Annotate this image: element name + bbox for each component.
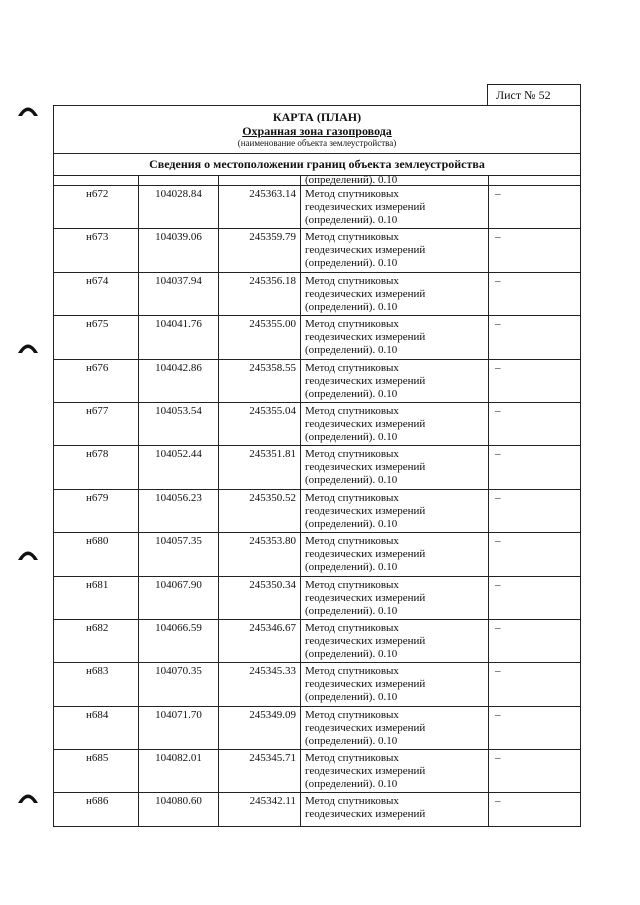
- method-cell: [301, 186, 489, 228]
- method-line: геодезических измерений: [305, 287, 426, 300]
- document-header: [54, 106, 580, 154]
- method-line: (определений). 0.10: [305, 691, 398, 704]
- method-cell: [301, 273, 489, 315]
- table-row: [54, 229, 580, 272]
- method-cell: [301, 750, 489, 792]
- y-coordinate-cell: 245356.18: [219, 273, 301, 315]
- point-cell: н678: [54, 446, 139, 488]
- method-line: геодезических измерений: [305, 417, 426, 430]
- note-cell: –: [495, 274, 501, 287]
- method-line: геодезических измерений: [305, 548, 426, 561]
- method-line: Метод спутниковых: [305, 448, 399, 461]
- note-cell: –: [495, 665, 501, 678]
- method-line: Метод спутниковых: [305, 665, 399, 678]
- method-line: (определений). 0.10: [305, 778, 398, 791]
- punch-hole-mark: [17, 790, 39, 804]
- method-line: (определений). 0.10: [305, 604, 398, 617]
- table-row: [54, 750, 580, 793]
- point-cell: н675: [54, 316, 139, 358]
- x-coordinate-cell: 104039.06: [139, 229, 219, 271]
- y-coordinate-cell: 245350.52: [219, 490, 301, 532]
- method-line: (определений). 0.10: [305, 647, 398, 660]
- method-line: (определений). 0.10: [305, 561, 398, 574]
- method-line: Метод спутниковых: [305, 404, 399, 417]
- punch-hole-mark: [17, 103, 39, 117]
- point-cell: н685: [54, 750, 139, 792]
- point-cell: н673: [54, 229, 139, 271]
- method-cell: [301, 663, 489, 705]
- method-line: Метод спутниковых: [305, 578, 399, 591]
- note-cell: –: [495, 318, 501, 331]
- y-coordinate-cell: 245355.04: [219, 403, 301, 445]
- x-coordinate-cell: 104056.23: [139, 490, 219, 532]
- note-cell: –: [495, 578, 501, 591]
- method-line: Метод спутниковых: [305, 274, 399, 287]
- table-row: [54, 446, 580, 489]
- method-line: (определений). 0.10: [305, 257, 398, 270]
- method-line: (определений). 0.10: [305, 474, 398, 487]
- method-line: геодезических измерений: [305, 721, 426, 734]
- method-line: (определений). 0.10: [305, 300, 398, 313]
- method-line: геодезических измерений: [305, 374, 426, 387]
- y-coordinate-cell: 245345.71: [219, 750, 301, 792]
- table-row: [54, 273, 580, 316]
- y-coordinate-cell: 245349.09: [219, 707, 301, 749]
- object-name: Охранная зона газопровода: [242, 124, 392, 138]
- method-line: Метод спутниковых: [305, 188, 399, 200]
- y-coordinate-cell: 245359.79: [219, 229, 301, 271]
- point-cell: н686: [54, 793, 139, 827]
- point-cell: н674: [54, 273, 139, 315]
- table-row-continuation: [54, 176, 580, 186]
- note-cell: –: [495, 621, 501, 634]
- x-coordinate-cell: 104082.01: [139, 750, 219, 792]
- punch-hole-mark: [17, 547, 39, 561]
- point-cell: н684: [54, 707, 139, 749]
- method-line: Метод спутниковых: [305, 361, 399, 374]
- point-cell: н676: [54, 360, 139, 402]
- x-coordinate-cell: 104037.94: [139, 273, 219, 315]
- method-line: геодезических измерений: [305, 808, 426, 821]
- method-cell: (определений). 0.10: [301, 176, 489, 185]
- y-coordinate-cell: 245342.11: [219, 793, 301, 827]
- point-cell: н682: [54, 620, 139, 662]
- table-row: [54, 490, 580, 533]
- method-cell: [301, 446, 489, 488]
- table-row: [54, 577, 580, 620]
- x-coordinate-cell: 104070.35: [139, 663, 219, 705]
- table-row: [54, 316, 580, 359]
- x-coordinate-cell: 104052.44: [139, 446, 219, 488]
- note-cell: –: [495, 708, 501, 721]
- y-coordinate-cell: 245355.00: [219, 316, 301, 358]
- y-coordinate-cell: 245363.14: [219, 186, 301, 228]
- table-row: [54, 620, 580, 663]
- y-coordinate-cell: 245351.81: [219, 446, 301, 488]
- method-line: Метод спутниковых: [305, 491, 399, 504]
- table-row: [54, 533, 580, 576]
- method-line: Метод спутниковых: [305, 535, 399, 548]
- method-cell: [301, 316, 489, 358]
- note-cell: –: [495, 404, 501, 417]
- section-title: Сведения о местоположении границ объекта землеустройства: [54, 154, 580, 176]
- method-cell: [301, 360, 489, 402]
- method-cell: [301, 533, 489, 575]
- method-cell: [301, 793, 489, 827]
- document-title: КАРТА (ПЛАН): [272, 110, 362, 124]
- method-line: (определений). 0.10: [305, 344, 398, 357]
- method-line: геодезических измерений: [305, 634, 426, 647]
- x-coordinate-cell: 104067.90: [139, 577, 219, 619]
- method-line: Метод спутниковых: [305, 795, 399, 808]
- sheet-number: Лист № 52: [487, 84, 581, 106]
- y-coordinate-cell: 245346.67: [219, 620, 301, 662]
- note-cell: –: [495, 361, 501, 374]
- table-row: [54, 186, 580, 229]
- method-line: геодезических измерений: [305, 244, 426, 257]
- note-cell: –: [495, 188, 501, 200]
- y-coordinate-cell: 245358.55: [219, 360, 301, 402]
- method-line: геодезических измерений: [305, 331, 426, 344]
- method-line: (определений). 0.10: [305, 214, 398, 226]
- y-coordinate-cell: 245350.34: [219, 577, 301, 619]
- method-line: геодезических измерений: [305, 678, 426, 691]
- method-line: Метод спутниковых: [305, 708, 399, 721]
- method-line: геодезических измерений: [305, 765, 426, 778]
- method-line: (определений). 0.10: [305, 387, 398, 400]
- note-cell: –: [495, 231, 501, 244]
- x-coordinate-cell: 104066.59: [139, 620, 219, 662]
- point-cell: н679: [54, 490, 139, 532]
- point-cell: н677: [54, 403, 139, 445]
- y-coordinate-cell: 245353.80: [219, 533, 301, 575]
- table-row: [54, 663, 580, 706]
- note-cell: –: [495, 491, 501, 504]
- method-line: геодезических измерений: [305, 201, 426, 213]
- note-cell: –: [495, 535, 501, 548]
- method-line: геодезических измерений: [305, 591, 426, 604]
- point-cell: н681: [54, 577, 139, 619]
- object-name-caption: (наименование объекта землеустройства): [237, 138, 397, 148]
- method-cell: [301, 229, 489, 271]
- method-line: Метод спутниковых: [305, 621, 399, 634]
- method-cell: [301, 620, 489, 662]
- note-cell: –: [495, 448, 501, 461]
- y-coordinate-cell: 245345.33: [219, 663, 301, 705]
- note-cell: –: [495, 752, 501, 765]
- method-line: (определений). 0.10: [305, 734, 398, 747]
- x-coordinate-cell: 104041.76: [139, 316, 219, 358]
- x-coordinate-cell: 104071.70: [139, 707, 219, 749]
- method-cell: [301, 403, 489, 445]
- x-coordinate-cell: 104080.60: [139, 793, 219, 827]
- point-cell: н680: [54, 533, 139, 575]
- method-cell: [301, 707, 489, 749]
- table-row: [54, 360, 580, 403]
- note-cell: –: [495, 795, 501, 808]
- x-coordinate-cell: 104053.54: [139, 403, 219, 445]
- x-coordinate-cell: 104028.84: [139, 186, 219, 228]
- punch-hole-mark: [17, 340, 39, 354]
- document-frame: [53, 105, 581, 827]
- method-line: геодезических измерений: [305, 461, 426, 474]
- method-line: геодезических измерений: [305, 504, 426, 517]
- method-cell: [301, 577, 489, 619]
- method-line: Метод спутниковых: [305, 231, 399, 244]
- method-line: Метод спутниковых: [305, 752, 399, 765]
- method-line: Метод спутниковых: [305, 318, 399, 331]
- table-row: [54, 707, 580, 750]
- method-line: (определений). 0.10: [305, 430, 398, 443]
- method-line: (определений). 0.10: [305, 517, 398, 530]
- table-row: [54, 403, 580, 446]
- point-cell: н672: [54, 186, 139, 228]
- method-cell: [301, 490, 489, 532]
- table-row: [54, 793, 580, 827]
- point-cell: н683: [54, 663, 139, 705]
- x-coordinate-cell: 104042.86: [139, 360, 219, 402]
- coordinates-table: [54, 176, 580, 827]
- x-coordinate-cell: 104057.35: [139, 533, 219, 575]
